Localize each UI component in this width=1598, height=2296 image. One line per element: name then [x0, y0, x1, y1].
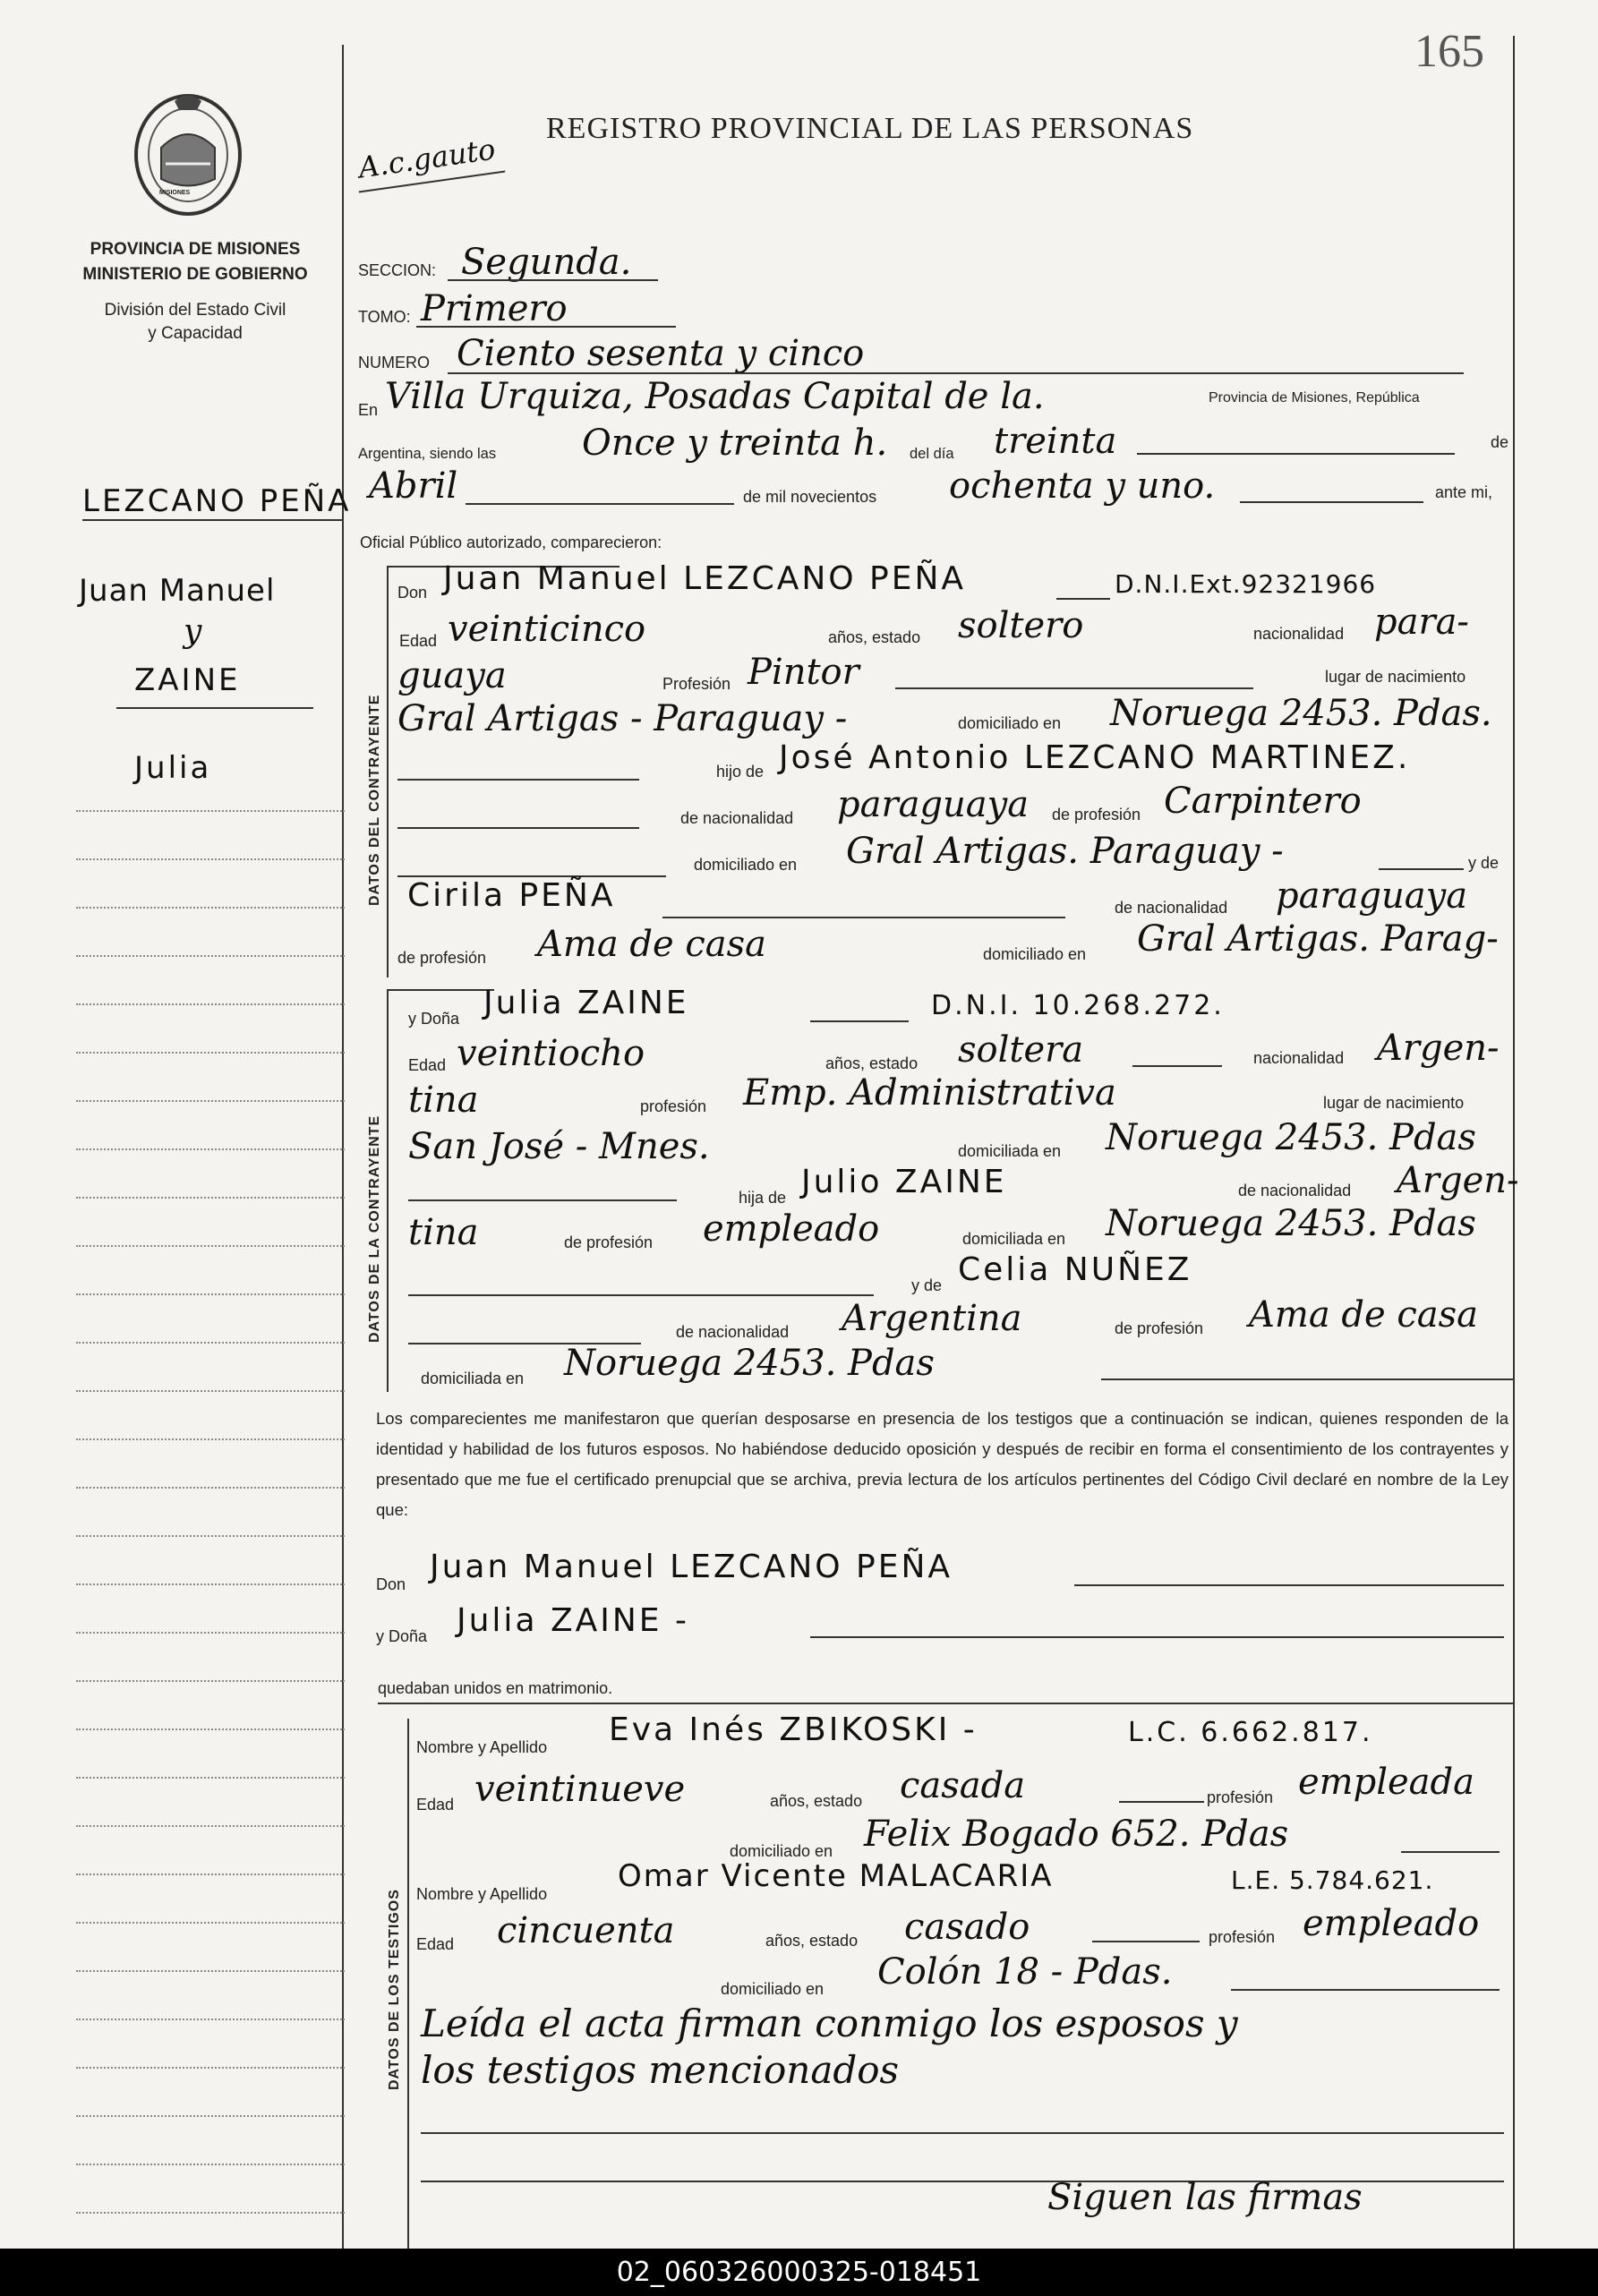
- anio-line: [1240, 501, 1423, 503]
- dia-line: [1137, 453, 1455, 455]
- margin-dotted-line: [76, 955, 345, 957]
- margin-divider: [342, 45, 344, 2249]
- org-capacity: y Capacidad: [148, 324, 243, 343]
- tomo-line: [416, 326, 676, 328]
- nacionalidad2-b: tina: [408, 1080, 479, 1121]
- t2-nombre: Omar Vicente MALACARIA: [618, 1858, 1054, 1894]
- seccion-value: Segunda.: [461, 242, 632, 283]
- padre-nac-value: paraguaya: [837, 784, 1030, 825]
- t2-edad: cincuenta: [497, 1910, 675, 1951]
- margin-dotted-line: [76, 907, 345, 909]
- edad2-label: Edad: [408, 1056, 447, 1074]
- testigos-line-1: [421, 2132, 1504, 2134]
- decl-dona-value: Julia ZAINE -: [457, 1602, 689, 1639]
- margin-dotted-line: [76, 2067, 345, 2069]
- org-division: División del Estado Civil: [104, 301, 286, 320]
- margin-dotted-line: [76, 1487, 345, 1489]
- contrayente2-box-left: [387, 989, 389, 1392]
- t1-prof: empleada: [1298, 1762, 1474, 1803]
- org-ministry: MINISTERIO DE GOBIERNO: [82, 265, 308, 284]
- madre-dom-label: domiciliado en: [983, 945, 1087, 963]
- t1-edad: veintinueve: [474, 1769, 686, 1810]
- profesion2-value: Emp. Administrativa: [743, 1072, 1116, 1114]
- nombre-dash: [1056, 598, 1110, 600]
- de-label: de: [1491, 433, 1509, 451]
- padre-dom-end-line: [1379, 868, 1464, 870]
- madre2-nac-label: de nacionalidad: [676, 1323, 790, 1341]
- t2-anios-label: años, estado: [765, 1932, 859, 1950]
- margin-dotted-line: [76, 1052, 345, 1054]
- decl-don-label: Don: [376, 1575, 406, 1593]
- hijo-line: [397, 779, 639, 781]
- anio-value: ochenta y uno.: [949, 465, 1216, 507]
- nacionalidad-a: para-: [1374, 602, 1469, 643]
- estado-value: soltero: [958, 605, 1084, 646]
- margin-dotted-line: [76, 1342, 345, 1344]
- domicilio-value: Noruega 2453. Pdas.: [1110, 693, 1492, 734]
- nac-label: nacionalidad: [1253, 625, 1345, 643]
- madre2-dom-value: Noruega 2453. Pdas: [564, 1343, 935, 1384]
- contrayente-nombre: Juan Manuel LEZCANO PEÑA: [443, 560, 967, 597]
- lugar-nac-label: lugar de nacimiento: [1325, 668, 1466, 686]
- testigos-section-label: DATOS DE LOS TESTIGOS: [387, 1889, 402, 2090]
- en-label: En: [358, 401, 379, 419]
- margin-dotted-line: [76, 1148, 345, 1150]
- margin-surname-line: [82, 519, 342, 521]
- lugar-value: Villa Urquiza, Posadas Capital de la.: [385, 376, 1045, 417]
- testigos-box-left: [407, 1719, 409, 2249]
- margin-dotted-line: [76, 2164, 345, 2165]
- y-de2-line: [408, 1294, 874, 1296]
- mil-label: de mil novecientos: [743, 488, 877, 506]
- profesion-line: [895, 687, 1253, 689]
- padre2-dom-value: Noruega 2453. Pdas: [1106, 1203, 1476, 1244]
- tomo-label: TOMO:: [358, 308, 411, 326]
- nacionalidad2-a: Argen-: [1377, 1028, 1500, 1069]
- unidos-label: quedaban unidos en matrimonio.: [378, 1679, 613, 1697]
- madre2-dom-label: domiciliada en: [421, 1370, 525, 1387]
- hora-value: Once y treinta h.: [582, 422, 888, 464]
- t1-estado: casada: [900, 1765, 1026, 1806]
- padre-nac-line: [397, 827, 639, 829]
- t1-dom: Felix Bogado 652. Pdas: [864, 1814, 1289, 1855]
- t2-dom-label: domiciliado en: [721, 1980, 825, 1998]
- t2-estado-line: [1092, 1941, 1200, 1942]
- margin-dotted-line: [76, 1438, 345, 1440]
- edad-label: Edad: [399, 632, 438, 650]
- madre-dom-value: Gral Artigas. Parag-: [1137, 918, 1499, 960]
- de-nac-label: de nacionalidad: [680, 809, 794, 827]
- t1-edad-label: Edad: [416, 1796, 455, 1814]
- edad2-value: veintiocho: [457, 1033, 645, 1074]
- madre-line: [662, 917, 1065, 918]
- cierre-firmas: Siguen las firmas: [1047, 2177, 1363, 2218]
- padre2-prof-label: de profesión: [564, 1233, 654, 1251]
- padre2-prof-value: empleado: [703, 1208, 880, 1250]
- lugar-nac-value: Gral Artigas - Paraguay -: [397, 698, 848, 739]
- padre-dom-value: Gral Artigas. Paraguay -: [846, 831, 1284, 872]
- margin-dotted-line: [76, 810, 345, 812]
- decl-dona-line: [810, 1636, 1504, 1638]
- nacionalidad-b: guaya: [397, 655, 507, 696]
- margin-dotted-line: [76, 1293, 345, 1295]
- margin-bride-name: Julia: [134, 750, 212, 786]
- margin-dotted-line: [76, 1632, 345, 1634]
- madre2-value: Celia NUÑEZ: [958, 1251, 1192, 1288]
- decl-bottom-line: [378, 1703, 1513, 1704]
- t2-estado: casado: [904, 1907, 1030, 1948]
- initials: A.c.gauto: [356, 132, 498, 185]
- margin-surname: LEZCANO PEÑA: [82, 483, 352, 519]
- padre-value: José Antonio LEZCANO MARTINEZ.: [779, 739, 1411, 776]
- estado2-line: [1132, 1065, 1222, 1067]
- oficial-label: Oficial Público autorizado, comparecieron:: [360, 533, 662, 551]
- margin-dotted-line: [76, 1197, 345, 1199]
- padre2-nac-a: Argen-: [1397, 1160, 1519, 1201]
- domiciliada-label: domiciliada en: [958, 1142, 1062, 1160]
- t1-dom-label: domiciliado en: [730, 1842, 833, 1860]
- t2-dom: Colón 18 - Pdas.: [877, 1951, 1173, 1993]
- margin-conjunction: y: [184, 613, 202, 650]
- padre2-dom-label: domiciliada en: [962, 1230, 1066, 1248]
- contrayente2-doc: D.N.I. 10.268.272.: [931, 990, 1225, 1021]
- lugar-nac2-label: lugar de nacimiento: [1323, 1094, 1465, 1112]
- seccion-label: SECCION:: [358, 261, 437, 279]
- margin-bride-line: [116, 707, 313, 709]
- seal-label: MISIONES: [159, 190, 191, 196]
- t2-prof-label: profesión: [1209, 1928, 1276, 1946]
- margin-dotted-line: [76, 1728, 345, 1730]
- t1-anios-label: años, estado: [770, 1792, 863, 1810]
- provincial-seal: [125, 85, 251, 219]
- del-dia-label: del día: [910, 446, 954, 462]
- madre-value: Cirila PEÑA: [407, 877, 616, 914]
- numero-line: [448, 372, 1464, 374]
- padre2-nac-label: de nacionalidad: [1238, 1182, 1352, 1199]
- t1-doc: L.C. 6.662.817.: [1128, 1717, 1373, 1748]
- numero-label: NUMERO: [358, 354, 430, 371]
- dia-value: treinta: [994, 421, 1117, 462]
- page-title: REGISTRO PROVINCIAL DE LAS PERSONAS: [546, 112, 1194, 145]
- margin-dotted-line: [76, 1825, 345, 1827]
- don-label: Don: [397, 584, 428, 602]
- padre2-value: Julio ZAINE: [801, 1164, 1007, 1200]
- contrayente2-nombre: Julia ZAINE: [483, 985, 689, 1021]
- anios-label: años, estado: [828, 628, 921, 646]
- argentina-label: Argentina, siendo las: [358, 446, 497, 462]
- padre-dom-label: domiciliado en: [694, 856, 798, 874]
- y-de2-label: y de: [911, 1276, 943, 1294]
- right-border: [1513, 36, 1515, 2249]
- t2-doc: L.E. 5.784.621.: [1231, 1865, 1434, 1895]
- hija-label: hija de: [739, 1189, 787, 1207]
- margin-dotted-line: [76, 858, 345, 860]
- margin-dotted-line: [76, 1874, 345, 1875]
- document-id-footer: 02_060326000325-018451: [0, 2249, 1598, 2296]
- y-de-label: y de: [1468, 854, 1500, 872]
- mes-value: Abril: [369, 465, 458, 507]
- margin-dotted-line: [76, 1535, 345, 1537]
- numero-value: Ciento sesenta y cinco: [457, 333, 865, 374]
- decl-don-line: [1074, 1584, 1504, 1586]
- t2-dom-line: [1231, 1989, 1500, 1991]
- estado2-value: soltera: [958, 1029, 1084, 1071]
- contrayente-section-label: DATOS DEL CONTRAYENTE: [367, 694, 382, 906]
- madre-prof-value: Ama de casa: [537, 924, 766, 965]
- domiciliado-label: domiciliado en: [958, 714, 1062, 732]
- nombre2-dash: [810, 1020, 909, 1022]
- margin-dotted-line: [76, 1680, 345, 1682]
- madre2-prof-value: Ama de casa: [1249, 1294, 1478, 1336]
- margin-dotted-line: [76, 1970, 345, 1972]
- t2-edad-label: Edad: [416, 1935, 455, 1953]
- t2-prof: empleado: [1303, 1903, 1480, 1944]
- t1-nombre-label: Nombre y Apellido: [416, 1738, 548, 1756]
- t1-estado-line: [1119, 1801, 1204, 1803]
- t1-prof-label: profesión: [1207, 1788, 1274, 1806]
- contrayente-box-left: [387, 566, 389, 977]
- margin-dotted-line: [76, 2115, 345, 2117]
- margin-dotted-line: [76, 2212, 345, 2214]
- margin-dotted-line: [76, 1100, 345, 1102]
- nac2-label: nacionalidad: [1253, 1049, 1345, 1067]
- ante-label: ante mi,: [1435, 483, 1493, 501]
- madre2-prof-label: de profesión: [1115, 1319, 1204, 1337]
- margin-dotted-line: [76, 1390, 345, 1392]
- madre-nac-label: de nacionalidad: [1115, 899, 1228, 917]
- seccion-line: [448, 279, 658, 281]
- mes-line: [466, 503, 734, 505]
- decl-dona-label: y Doña: [376, 1627, 428, 1645]
- domicilio2-value: Noruega 2453. Pdas: [1106, 1117, 1476, 1158]
- edad-value: veinticinco: [448, 609, 646, 650]
- page-number: 165: [1414, 26, 1484, 77]
- hijo-label: hijo de: [716, 763, 765, 781]
- t1-dom-line: [1401, 1851, 1500, 1853]
- margin-bride-surname: ZAINE: [134, 662, 241, 698]
- t2-nombre-label: Nombre y Apellido: [416, 1885, 548, 1903]
- contrayente-doc: D.N.I.Ext.92321966: [1115, 569, 1377, 599]
- profesion2-label: profesión: [640, 1097, 707, 1115]
- nota-linea-1: Leída el acta firman conmigo los esposos y: [421, 2002, 1238, 2045]
- madre-nac-value: paraguaya: [1276, 875, 1468, 917]
- madre2-nac-value: Argentina: [842, 1298, 1022, 1339]
- margin-dotted-line: [76, 1245, 345, 1247]
- profesion-label: Profesión: [662, 675, 731, 693]
- t1-nombre: Eva Inés ZBIKOSKI -: [609, 1711, 978, 1748]
- padre2-nac-b: tina: [408, 1212, 479, 1253]
- margin-dotted-line: [76, 1777, 345, 1779]
- margin-dotted-line: [76, 1003, 345, 1005]
- nota-linea-2: los testigos mencionados: [421, 2048, 900, 2092]
- tomo-value: Primero: [421, 288, 568, 329]
- profesion-value: Pintor: [748, 652, 859, 693]
- margin-dotted-line: [76, 1583, 345, 1585]
- contrayente2-box-top: [387, 989, 494, 991]
- madre-prof-label: de profesión: [397, 949, 487, 967]
- de-prof-label: de profesión: [1052, 806, 1141, 824]
- lugar-nac2-value: San José - Mnes.: [408, 1126, 710, 1167]
- provincia-label: Provincia de Misiones, República: [1209, 390, 1420, 405]
- org-province: PROVINCIA DE MISIONES: [90, 240, 301, 259]
- contrayente2-section-label: DATOS DE LA CONTRAYENTE: [367, 1114, 382, 1343]
- padre-prof-value: Carpintero: [1164, 781, 1362, 822]
- hija-line: [408, 1199, 677, 1201]
- decl-don-value: Juan Manuel LEZCANO PEÑA: [430, 1549, 953, 1585]
- margin-dotted-line: [76, 1922, 345, 1924]
- margin-groom-name: Juan Manuel: [79, 573, 276, 609]
- margin-dotted-line: [76, 2019, 345, 2020]
- anios2-label: años, estado: [825, 1054, 919, 1072]
- declaracion-texto: Los comparecientes me manifestaron que querían desposarse en presencia de los testigos que a continuación se indican, quienes responden de la identidad y habilidad de los futuros esposos. No habiéndose deducido oposición y después de recibir en forma el consentimiento de los contrayentes y presentado que me fue el certificado prenupcial que se archiva, previa lectura de los artículos pertinentes del Código Civil declaré en nombre de la Ley que:: [376, 1409, 1508, 1519]
- madre2-dom-line: [1101, 1378, 1513, 1380]
- dona-label: y Doña: [408, 1010, 460, 1028]
